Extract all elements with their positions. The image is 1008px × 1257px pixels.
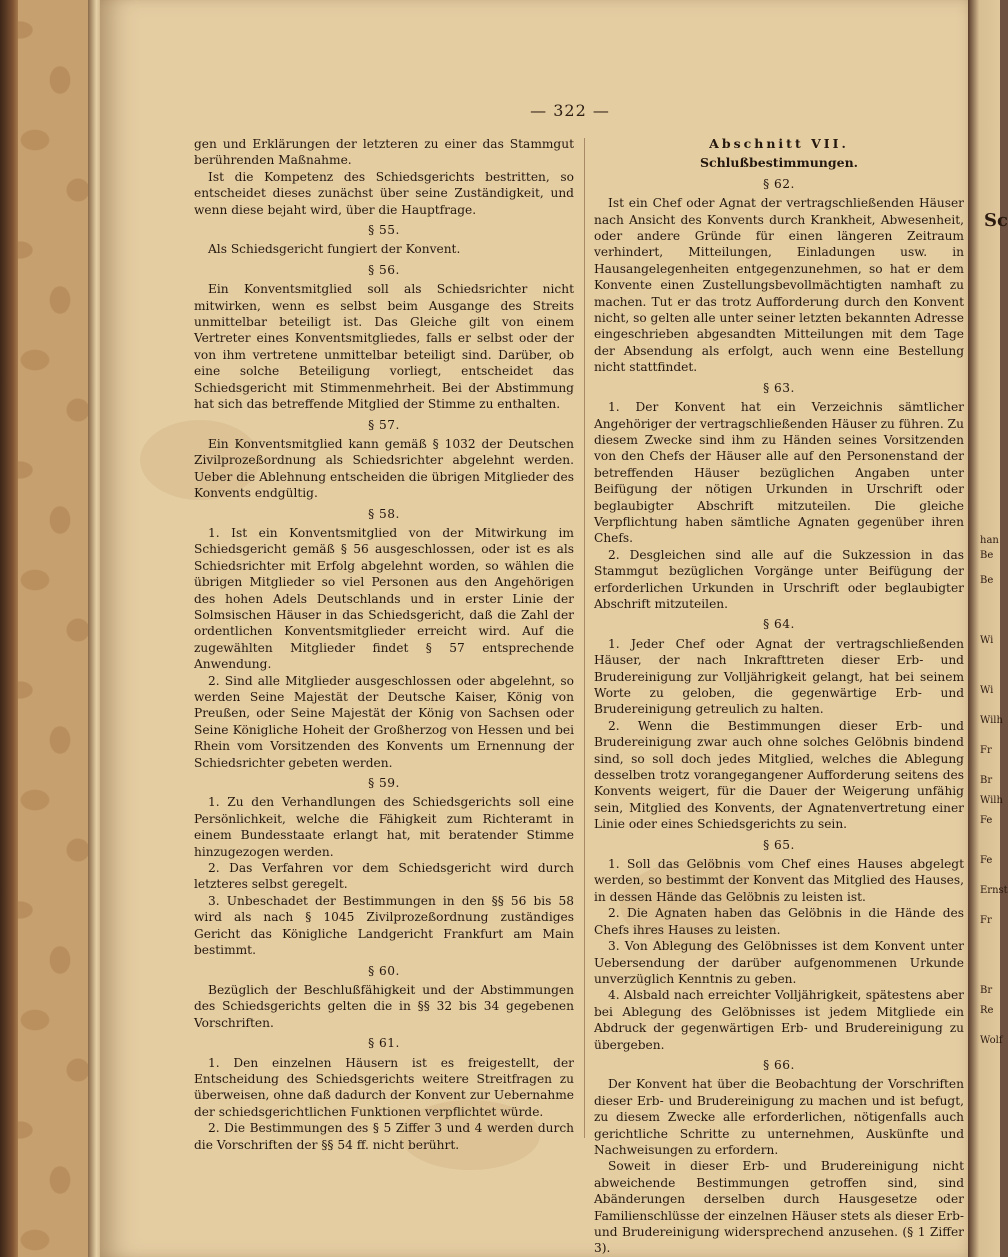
section-heading: § 57. [368, 417, 400, 432]
next-page-fragment: Wolf [980, 1035, 1003, 1046]
paragraph: Soweit in dieser Erb- und Brudereinigung nicht abweichende Bestimmungen getroffen sind, sind Abänderungen derselben durch Hausgesetze oder Familienschlüsse der einzelnen Häuser stets als dieser Erb- und Brudereinigung widersprechend anzusehen. (§ 1 Ziffer 3). [594, 1159, 964, 1256]
next-page-fragment: Re [980, 1005, 994, 1016]
next-page-fragment: Fe [980, 855, 993, 866]
right-column [594, 136, 964, 1257]
next-page-fragment: Fr [980, 915, 992, 926]
section-heading: § 61. [368, 1036, 400, 1051]
next-page-fragment: Wilh [980, 715, 1003, 726]
paragraph: 2. Wenn die Bestimmungen dieser Erb- und Brudereinigung zwar auch ohne solches Gelöbnis bindend sind, so soll doch jedes Mitglied, welches die Ablegung desselben trotz vorangegangener Aufforderung seitens des Konvents weigert, für die Dauer der Weigerung unfähig sein, Mitglied des Konvents, der Agnatenvertretung einer Linie oder eines Schiedsgerichts zu sein. [594, 718, 964, 832]
paragraph: 2. Desgleichen sind alle auf die Sukzession in das Stammgut bezüglichen Vorgänge unter Beifügung der erforderlichen Urkunden in Urschrift oder beglaubigter Abschrift mitzuteilen. [594, 547, 964, 611]
next-page-fragment: han [980, 535, 999, 546]
paragraph: 3. Unbeschadet der Bestimmungen in den §§ 56 bis 58 wird als nach § 1045 Zivilprozeßordnung zuständiges Gericht das Königliche Landgericht Frankfurt am Main bestimmt. [194, 893, 574, 958]
section-heading: § 59. [368, 776, 400, 791]
section-heading: § 62. [763, 176, 795, 191]
next-page-fragment: Wilh [980, 795, 1003, 806]
paragraph: 2. Sind alle Mitglieder ausgeschlossen oder abgelehnt, so werden Seine Majestät der Deutsche Kaiser, König von Preußen, oder Seine Majestät der König von Sachsen oder Seine Königliche Hoheit der Großherzog von Hessen und bei Rhein vom Vorsitzenden des Konvents um Ernennung der Schiedsrichter gebeten werden. [194, 673, 574, 770]
page-number: — 322 — [530, 101, 610, 120]
next-page-fragment: Ernst [980, 885, 1008, 896]
section-heading: § 64. [763, 617, 795, 632]
paragraph: 1. Den einzelnen Häusern ist es freigestellt, der Entscheidung des Schiedsgerichts weitere Streitfragen zu überweisen, ohne daß dadurch der Konvent zur Uebernahme der schiedsgerichtlichen Funktionen verpflichtet würde. [194, 1055, 574, 1119]
chapter-title: Schlußbestimmungen. [699, 155, 859, 171]
paragraph: gen und Erklärungen der letzteren zu einer das Stammgut berührenden Maßnahme. [194, 137, 574, 168]
next-page-fragment: Wi [980, 685, 994, 696]
paragraph: Ein Konventsmitglied kann gemäß § 1032 der Deutschen Zivilprozeßordnung als Schiedsrichter abgelehnt werden. Ueber die Ablehnung entscheiden die übrigen Mitglieder des Konvents endgültig. [194, 436, 574, 501]
cover-edge [0, 0, 18, 1257]
paragraph: Bezüglich der Beschlußfähigkeit und der Abstimmungen des Schiedsgerichts gelten die in §§ 32 bis 34 gegebenen Vorschriften. [194, 982, 574, 1030]
part-heading: Abschnitt VII. [709, 136, 849, 151]
paragraph: Ist die Kompetenz des Schiedsgerichts bestritten, so entscheidet dieses zunächst über seine Zuständigkeit, und wenn diese bejaht wird, über die Hauptfrage. [194, 169, 574, 217]
section-heading: § 55. [368, 223, 400, 238]
paragraph: Als Schiedsgericht fungiert der Konvent. [208, 242, 461, 257]
paragraph: 1. Soll das Gelöbnis vom Chef eines Hauses abgelegt werden, so bestimmt der Konvent das Mitglied des Hauses, in dessen Hände das Gelöbnis zu leisten ist. [594, 857, 964, 904]
paragraph: 2. Die Bestimmungen des § 5 Ziffer 3 und 4 werden durch die Vorschriften der §§ 54 ff. nicht berührt. [194, 1121, 574, 1152]
next-page-fragment: Wi [980, 635, 994, 646]
next-page-fragment: Br [980, 985, 993, 996]
section-heading: § 66. [763, 1057, 795, 1072]
left-column [194, 136, 574, 1153]
column-divider [584, 138, 585, 1138]
paragraph: Ist ein Chef oder Agnat der vertragschließenden Häuser nach Ansicht des Konvents durch Krankheit, Abwesenheit, oder andere Gründe für einen längeren Zeitraum verhindert, Mitteilungen, Einladungen usw. in Hausangelegenheiten entgegenzunehmen, so hat er dem Konvente einen Zustellungsbevollmächtigten namhaft zu machen. Tut er das trotz Aufforderung durch den Konvent nicht, so gelten alle unter seiner letzten bekannten Adresse eingeschrieben abgesandten Mitteilungen mit dem Tage der Absendung als erfolgt, auch wenn eine Bestellung nicht stattfindet. [594, 196, 964, 375]
next-page-fragment: Fr [980, 745, 992, 756]
section-heading: § 63. [763, 380, 795, 395]
paragraph: 1. Ist ein Konventsmitglied von der Mitwirkung im Schiedsgericht gemäß § 56 ausgeschlossen, oder ist es als Schiedsrichter mit Erfolg abgelehnt worden, so wählen die übrigen Mitglieder so viel Personen aus den Angehörigen des hohen Adels Deutschlands und in erster Linie der Solmsischen Häuser in das Schiedsgericht, daß die Zahl der ordentlichen Konventsmitglieder erreicht wird. Auf die zugewählten Mitglieder findet § 57 entsprechende Anwendung. [194, 525, 574, 672]
paragraph: 1. Jeder Chef oder Agnat der vertragschließenden Häuser, der nach Inkrafttreten dieser Erb- und Brudereinigung zur Volljährigkeit gelangt, hat bei seinem Worte zu geloben, die gegenwärtige Erb- und Brudereinigung getreulich zu halten. [594, 636, 964, 717]
paragraph: 1. Zu den Verhandlungen des Schiedsgerichts soll eine Persönlichkeit, welche die Fähigkeit zum Richteramt in einem Bundesstaate erlangt hat, mit beratender Stimme hinzugezogen werden. [194, 795, 574, 859]
section-heading: § 65. [763, 837, 795, 852]
paragraph: 1. Der Konvent hat ein Verzeichnis sämtlicher Angehöriger der vertragschließenden Häuser zu führen. Zu diesem Zwecke sind ihm zu Händen seines Vorsitzenden von den Chefs der Häuser alle auf den Personenstand der betreffenden Häuser bezüglichen Angaben unter Beifügung der nötigen Urkunden in Urschrift oder beglaubigter Abschrift mitzuteilen. Die gleiche Verpflichtung haben sämtliche Agnaten gegenüber ihren Chefs. [594, 400, 964, 546]
paragraph: 3. Von Ablegung des Gelöbnisses ist dem Konvent unter Uebersendung der darüber aufgenommenen Urkunde unverzüglich Kenntnis zu geben. [594, 939, 964, 986]
next-page-edge [968, 0, 1008, 1257]
paragraph: 4. Alsbald nach erreichter Volljährigkeit, spätestens aber bei Ablegung des Gelöbnisses ist jedem Mitgliede ein Abdruck der gegenwärtigen Erb- und Brudereinigung zu übergeben. [594, 988, 964, 1052]
paragraph: 2. Die Agnaten haben das Gelöbnis in die Hände des Chefs ihres Hauses zu leisten. [594, 906, 964, 937]
paragraph: 2. Das Verfahren vor dem Schiedsgericht wird durch letzteres selbst geregelt. [194, 861, 574, 892]
section-heading: § 60. [368, 963, 400, 978]
section-heading: § 58. [368, 506, 400, 521]
paragraph: Der Konvent hat über die Beobachtung der Vorschriften dieser Erb- und Brudereinigung zu machen und ist befugt, zu diesem Zwecke alle erforderlichen, nötigenfalls auch gerichtliche Schritte zu unternehmen, Auskünfte und Nachweisungen zu erfordern. [594, 1077, 964, 1157]
section-heading: § 56. [368, 262, 400, 277]
next-page-fragment: Sc [984, 210, 1008, 231]
paragraph: Ein Konventsmitglied soll als Schiedsrichter nicht mitwirken, wenn es selbst beim Ausgange des Streits unmittelbar beteiligt ist. Das Gleiche gilt von einem Vertreter eines Konventsmitgliedes, falls er selbst oder der von ihm vertretene unmittelbar beteiligt sind. Darüber, ob eine solche Beteiligung vorliegt, entscheidet das Schiedsgericht mit Stimmenmehrheit. Bei der Abstimmung hat sich das betreffende Mitglied der Stimme zu enthalten. [194, 282, 574, 412]
next-page-fragment: Fe [980, 815, 993, 826]
next-page-fragment: Br [980, 775, 993, 786]
next-page-fragment: Be [980, 550, 994, 561]
next-page-fragment: Be [980, 575, 994, 586]
